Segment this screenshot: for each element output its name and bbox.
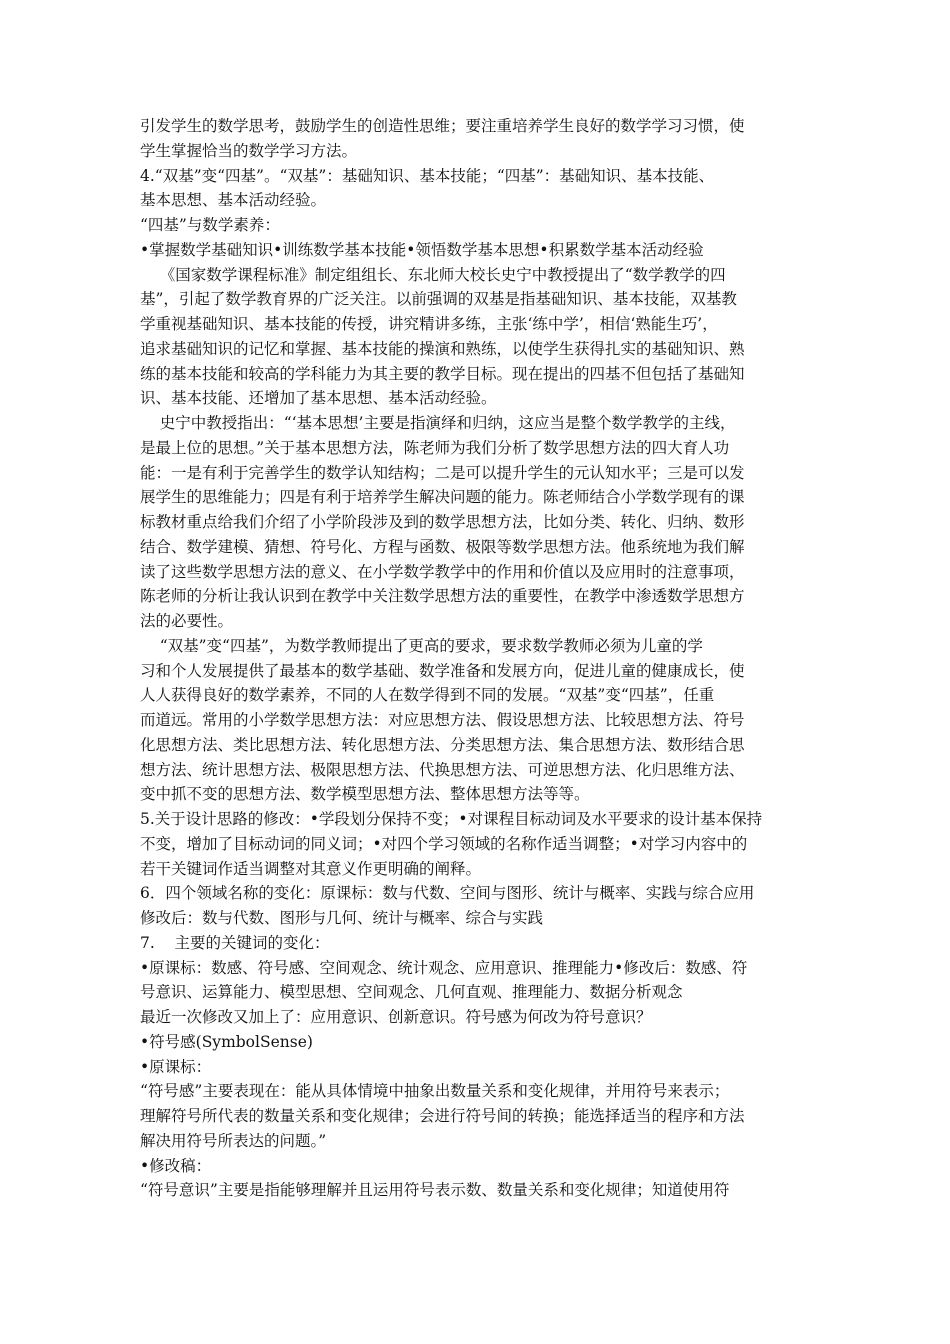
text-line: 而道远。常用的小学数学思想方法：对应思想方法、假设思想方法、比较思想方法、符号 xyxy=(140,711,745,729)
text-line: 陈老师的分析让我认识到在教学中关注数学思想方法的重要性，在教学中渗透数学思想方 xyxy=(140,587,745,606)
text-line: “双基”变“四基”，为数学教师提出了更高的要求，要求数学教师必须为儿童的学 xyxy=(140,636,703,655)
text-line: 解决用符号所表达的问题。” xyxy=(140,1131,327,1150)
text-line: 5.关于设计思路的修改：•学段划分保持不变；•对课程目标动词及水平要求的设计基本保持 xyxy=(140,810,763,828)
text-line: 6．四个领域名称的变化：原课标：数与代数、空间与图形、统计与概率、实践与综合应用 xyxy=(140,884,755,903)
text-line: 识、基本技能、还增加了基本思想、基本活动经验。 xyxy=(140,389,497,408)
text-line: “符号感”主要表现在：能从具体情境中抽象出数量关系和变化规律，并用符号来表示； xyxy=(140,1082,730,1101)
document-body xyxy=(140,114,840,1203)
text-line: “符号意识”主要是指能够理解并且运用符号表示数、数量关系和变化规律；知道使用符 xyxy=(140,1181,730,1200)
text-line: 《国家数学课程标准》制定组组长、东北师大校长史宁中教授提出了“数学教学的四 xyxy=(140,265,726,284)
text-line: 理解符号所代表的数量关系和变化规律；会进行符号间的转换；能选择适当的程序和方法 xyxy=(140,1107,745,1125)
text-line: 练的基本技能和较高的学科能力为其主要的教学目标。现在提出的四基不但包括了基础知 xyxy=(140,364,745,383)
text-line: 化思想方法、类比思想方法、转化思想方法、分类思想方法、集合思想方法、数形结合思 xyxy=(140,735,745,754)
text-line: •原课标： xyxy=(140,1057,212,1076)
text-line: 引发学生的数学思考，鼓励学生的创造性思维；要注重培养学生良好的数学学习习惯，使 xyxy=(140,117,745,135)
text-line: 能：一是有利于完善学生的数学认知结构；二是可以提升学生的元认知水平；三是可以发 xyxy=(140,463,745,482)
text-line: 不变，增加了目标动词的同义词；•对四个学习领域的名称作适当调整；•对学习内容中的 xyxy=(140,834,748,853)
text-line: 基”，引起了数学教育界的广泛关注。以前强调的双基是指基础知识、基本技能，双基教 xyxy=(140,290,737,309)
text-line: 结合、数学建模、猜想、符号化、方程与函数、极限等数学思想方法。他系统地为我们解 xyxy=(140,537,745,556)
text-line: 史宁中教授指出：“‘基本思想’主要是指演绎和归纳，这应当是整个数学教学的主线， xyxy=(140,414,736,432)
text-line: •原课标：数感、符号感、空间观念、统计观念、应用意识、推理能力•修改后：数感、符 xyxy=(140,958,748,977)
text-line: 修改后：数与代数、图形与几何、统计与概率、综合与实践 xyxy=(140,909,544,927)
text-line: 7. 主要的关键词的变化： xyxy=(140,933,330,952)
text-line: 是最上位的思想。”关于基本思想方法，陈老师为我们分析了数学思想方法的四大育人功 xyxy=(140,438,730,457)
text-line: 若干关键词作适当调整对其意义作更明确的阐释。 xyxy=(140,859,482,878)
text-line: 追求基础知识的记忆和掌握、基本技能的操演和熟练，以使学生获得扎实的基础知识、熟 xyxy=(140,339,745,358)
text-line: •符号感(SymbolSense) xyxy=(140,1032,313,1051)
text-line: •修改稿： xyxy=(140,1156,212,1175)
text-line: 想方法、统计思想方法、极限思想方法、代换思想方法、可逆思想方法、化归思维方法、 xyxy=(140,760,745,779)
text-line: 最近一次修改又加上了：应用意识、创新意识。符号感为何改为符号意识？ xyxy=(140,1008,652,1026)
text-line: 基本思想、基本活动经验。 xyxy=(140,191,327,210)
text-line: 标教材重点给我们介绍了小学阶段涉及到的数学思想方法，比如分类、转化、归纳、数形 xyxy=(140,513,745,531)
text-line: 法的必要性。 xyxy=(140,612,234,630)
text-line: 读了这些数学思想方法的意义、在小学数学教学中的作用和价值以及应用时的注意事项， xyxy=(140,562,745,581)
text-line: 变中抓不变的思想方法、数学模型思想方法、整体思想方法等等。 xyxy=(140,785,590,804)
text-line: 号意识、运算能力、模型思想、空间观念、几何直观、推理能力、数据分析观念 xyxy=(140,983,683,1002)
text-line: 人人获得良好的数学素养，不同的人在数学得到不同的发展。“双基”变“四基”，任重 xyxy=(140,686,715,705)
text-line: 展学生的思维能力；四是有利于培养学生解决问题的能力。陈老师结合小学数学现有的课 xyxy=(140,488,745,507)
text-line: “四基”与数学素养： xyxy=(140,216,280,234)
text-line: 学重视基础知识、基本技能的传授，讲究精讲多练，主张‘练中学’，相信‘熟能生巧’， xyxy=(140,315,718,333)
text-line: 学生掌握恰当的数学学习方法。 xyxy=(140,141,358,160)
text-line: •掌握数学基础知识•训练数学基本技能•领悟数学基本思想•积累数学基本活动经验 xyxy=(140,240,704,259)
text-line: 习和个人发展提供了最基本的数学基础、数学准备和发展方向，促进儿童的健康成长，使 xyxy=(140,661,745,680)
text-line: 4.“双基”变“四基”。“双基”：基础知识、基本技能；“四基”：基础知识、基本技能、 xyxy=(140,166,715,185)
